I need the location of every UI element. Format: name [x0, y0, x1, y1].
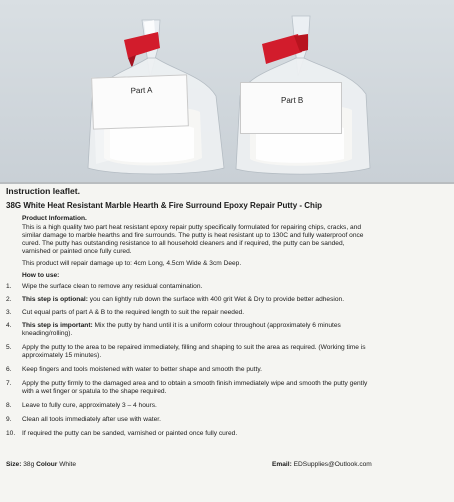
step-7	[6, 380, 367, 388]
step-6	[6, 366, 262, 374]
product-info-line: similar damage to marble hearths and fire surrounds. The putty is heat resistant up to 130C and fully waterproof once	[22, 232, 364, 239]
step-9	[6, 416, 161, 424]
part-a-label-text: Part A	[130, 85, 153, 96]
step-number: 1.	[6, 283, 12, 290]
product-info-line: This is a high quality two part heat resistant epoxy repair putty specifically formulated for repairing chips, cracks, and	[22, 224, 362, 231]
step-5-cont: approximately 15 minutes).	[22, 352, 102, 359]
product-photo	[0, 0, 454, 182]
step-text: you can lightly rub down the surface with 400 grit Wet & Dry to provide better adhesion.	[87, 296, 345, 303]
step-text: Apply the putty to the area to be repaired immediately, filling and shaping to suit the area as required. (Working time is	[22, 344, 366, 351]
step-text: Leave to fully cure, approximately 3 – 4 hours.	[22, 402, 157, 409]
step-number: 5.	[6, 344, 12, 351]
size-label: Size:	[6, 461, 22, 468]
step-bold-text: This step is optional:	[22, 296, 88, 303]
step-1	[6, 283, 202, 291]
step-7-cont: with a wet finger or spatula to the shape required.	[22, 388, 167, 395]
step-4	[6, 322, 341, 330]
step-10	[6, 430, 237, 438]
step-number: 7.	[6, 380, 12, 387]
step-2	[6, 296, 344, 304]
instruction-leaflet	[0, 182, 454, 502]
step-number: 3.	[6, 309, 12, 316]
product-info-line: varnished or painted once fully cured.	[22, 248, 132, 255]
step-number: 10.	[6, 430, 16, 437]
step-5	[6, 344, 366, 352]
email-info	[272, 461, 372, 469]
step-number: 6.	[6, 366, 12, 373]
product-info-heading: Product Information.	[22, 215, 87, 222]
step-number: 8.	[6, 402, 12, 409]
step-4-cont: kneading/rolling).	[22, 330, 73, 337]
email-label: Email:	[272, 461, 292, 468]
step-text: Wipe the surface clean to remove any residual contamination.	[22, 283, 203, 290]
part-b-label-text: Part B	[281, 96, 304, 105]
colour-value: White	[59, 461, 77, 468]
step-text: Keep fingers and tools moistened with water to better shape and smooth the putty.	[22, 366, 262, 373]
email-value: EDSupplies@Outlook.com	[293, 461, 372, 468]
part-a-label	[91, 74, 189, 129]
step-text: Cut equal parts of part A & B to the required length to suit the repair needed.	[22, 309, 245, 316]
step-text: If required the putty can be sanded, varnished or painted once fully cured.	[22, 430, 238, 437]
part-b-label	[240, 82, 342, 134]
step-text: Mix the putty by hand until it is a uniform colour throughout (approximately 6 minutes	[92, 322, 341, 329]
size-value: 38g	[23, 461, 35, 468]
how-to-heading: How to use:	[22, 272, 60, 279]
step-number: 4.	[6, 322, 12, 329]
step-8	[6, 402, 157, 410]
colour-label: Colour	[36, 461, 58, 468]
step-text: Apply the putty firmly to the damaged area and to obtain a smooth finish immediately wipe and smooth the putty gently	[22, 380, 368, 387]
step-bold-text: This step is important:	[22, 322, 93, 329]
leaflet-title: 38G White Heat Resistant Marble Hearth & Fire Surround Epoxy Repair Putty - Chip	[6, 201, 323, 210]
size-info	[6, 461, 76, 469]
step-text: Clean all tools immediately after use with water.	[22, 416, 161, 423]
leaflet-heading: Instruction leaflet.	[6, 186, 81, 196]
step-3	[6, 309, 244, 317]
step-number: 2.	[6, 296, 12, 303]
repair-note: This product will repair damage up to: 4cm Long, 4.5cm Wide & 3cm Deep.	[22, 260, 242, 267]
step-number: 9.	[6, 416, 12, 423]
product-info-line: cured. The putty has outstanding resistance to all household cleaners and if required, the putty can be sanded,	[22, 240, 345, 247]
